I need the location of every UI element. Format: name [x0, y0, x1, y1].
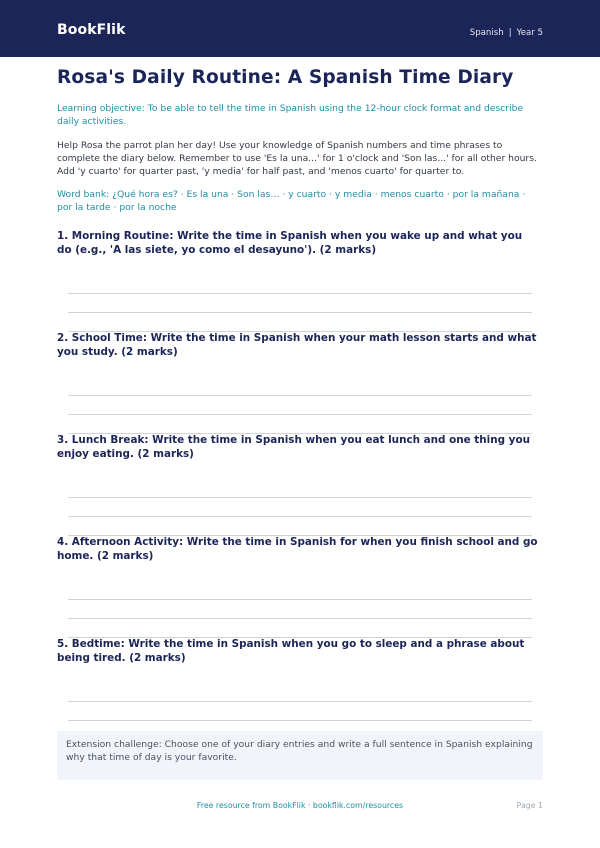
answer-line[interactable] [68, 720, 532, 721]
question-text: 1. Morning Routine: Write the time in Spanish when you wake up and what you do (e.g., 'A las siete, yo como el desayuno'). (2 marks) [57, 230, 523, 256]
answer-line[interactable] [68, 516, 532, 517]
question-5 [57, 637, 543, 665]
question-3 [57, 433, 543, 461]
meta-separator: | [508, 28, 512, 38]
answer-line[interactable] [68, 497, 532, 498]
word-bank: Word bank: ¿Qué hora es? · Es la una · Son las… · y cuarto · y media · menos cuarto · por la mañana · por la tarde · por la noche [57, 189, 526, 213]
question-text: 5. Bedtime: Write the time in Spanish when you go to sleep and a phrase about being tired. (2 marks) [57, 638, 525, 664]
answer-line[interactable] [68, 618, 532, 619]
question-2 [57, 331, 543, 359]
learning-objective: Learning objective: To be able to tell the time in Spanish using the 12-hour clock format and describe daily activities. [57, 103, 524, 127]
instructions: Help Rosa the parrot plan her day! Use your knowledge of Spanish numbers and time phrases to complete the diary below. Remember to use 'Es la una...' for 1 o'clock and 'Son las...' for all other hours. Add 'y cuarto' for quarter past, 'y media' for half past, and 'menos cuarto' for quarter to. [57, 140, 537, 177]
question-4 [57, 535, 543, 563]
answer-line[interactable] [68, 293, 532, 294]
question-text: 4. Afternoon Activity: Write the time in Spanish for when you finish school and go home. (2 marks) [57, 536, 538, 562]
extension-challenge: Extension challenge: Choose one of your diary entries and write a full sentence in Spanish explaining why that time of day is your favorite. [57, 731, 543, 780]
subject-label: Spanish [469, 28, 504, 38]
answer-line[interactable] [68, 312, 532, 313]
question-text: 2. School Time: Write the time in Spanish when your math lesson starts and what you study. (2 marks) [57, 332, 537, 358]
page-footer [0, 801, 600, 815]
page-number: Page 1 [516, 801, 543, 810]
answer-line[interactable] [68, 395, 532, 396]
answer-line[interactable] [68, 414, 532, 415]
brand-logo: BookFlik [57, 22, 126, 38]
question-text: 3. Lunch Break: Write the time in Spanish when you eat lunch and one thing you enjoy eating. (2 marks) [57, 434, 530, 460]
page-title: Rosa's Daily Routine: A Spanish Time Diary [57, 67, 514, 88]
answer-line[interactable] [68, 599, 532, 600]
year-label: Year 5 [516, 28, 543, 38]
intro-section [57, 64, 543, 214]
question-1 [57, 229, 543, 257]
page-header [0, 0, 600, 57]
subject-year-label [470, 28, 543, 38]
answer-line[interactable] [68, 701, 532, 702]
footer-resource-link[interactable]: Free resource from BookFlik · bookflik.com/resources [196, 801, 404, 810]
